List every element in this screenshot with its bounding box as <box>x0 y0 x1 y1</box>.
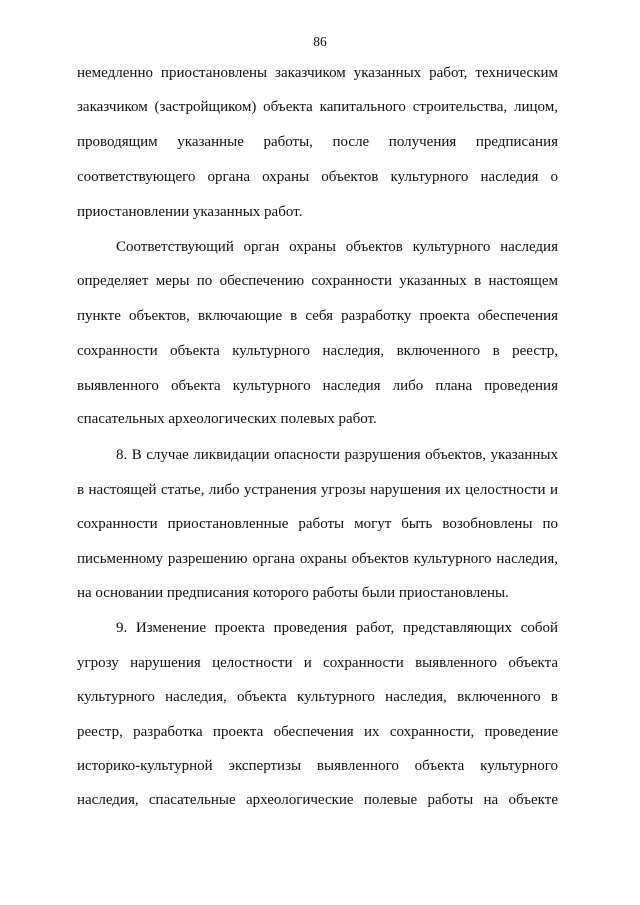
text-line: наследия, спасательные археологические полевые работы на объекте <box>77 792 558 808</box>
text-line: сохранности объекта культурного наследия, включенного в реестр, <box>77 343 558 359</box>
text-line: определяет меры по обеспечению сохранности указанных в настоящем <box>77 273 558 289</box>
text-line: немедленно приостановлены заказчиком указанных работ, техническим <box>77 65 558 81</box>
text-line: угрозу нарушения целостности и сохранности выявленного объекта <box>77 655 558 671</box>
text-line: 9. Изменение проекта проведения работ, представляющих собой <box>116 620 558 636</box>
text-line: на основании предписания которого работы были приостановлены. <box>77 585 509 601</box>
text-line: реестр, разработка проекта обеспечения их сохранности, проведение <box>77 724 558 740</box>
text-line: приостановлении указанных работ. <box>77 204 303 220</box>
text-line: спасательных археологических полевых работ. <box>77 411 377 427</box>
text-line: культурного наследия, объекта культурного наследия, включенного в <box>77 689 558 705</box>
text-line: проводящим указанные работы, после получения предписания <box>77 134 558 150</box>
text-line: соответствующего органа охраны объектов культурного наследия о <box>77 169 558 185</box>
text-line: Соответствующий орган охраны объектов культурного наследия <box>116 239 558 255</box>
text-line: 8. В случае ликвидации опасности разрушения объектов, указанных <box>116 447 558 463</box>
text-line: пункте объектов, включающие в себя разработку проекта обеспечения <box>77 308 558 324</box>
text-line: выявленного объекта культурного наследия либо плана проведения <box>77 378 558 394</box>
text-line: сохранности приостановленные работы могут быть возобновлены по <box>77 516 558 532</box>
page-number: 86 <box>313 34 327 49</box>
text-line: в настоящей статье, либо устранения угрозы нарушения их целостности и <box>77 482 558 498</box>
text-line: заказчиком (застройщиком) объекта капитального строительства, лицом, <box>77 99 558 115</box>
text-line: историко-культурной экспертизы выявленного объекта культурного <box>77 758 558 774</box>
text-line: письменному разрешению органа охраны объектов культурного наследия, <box>77 551 558 567</box>
